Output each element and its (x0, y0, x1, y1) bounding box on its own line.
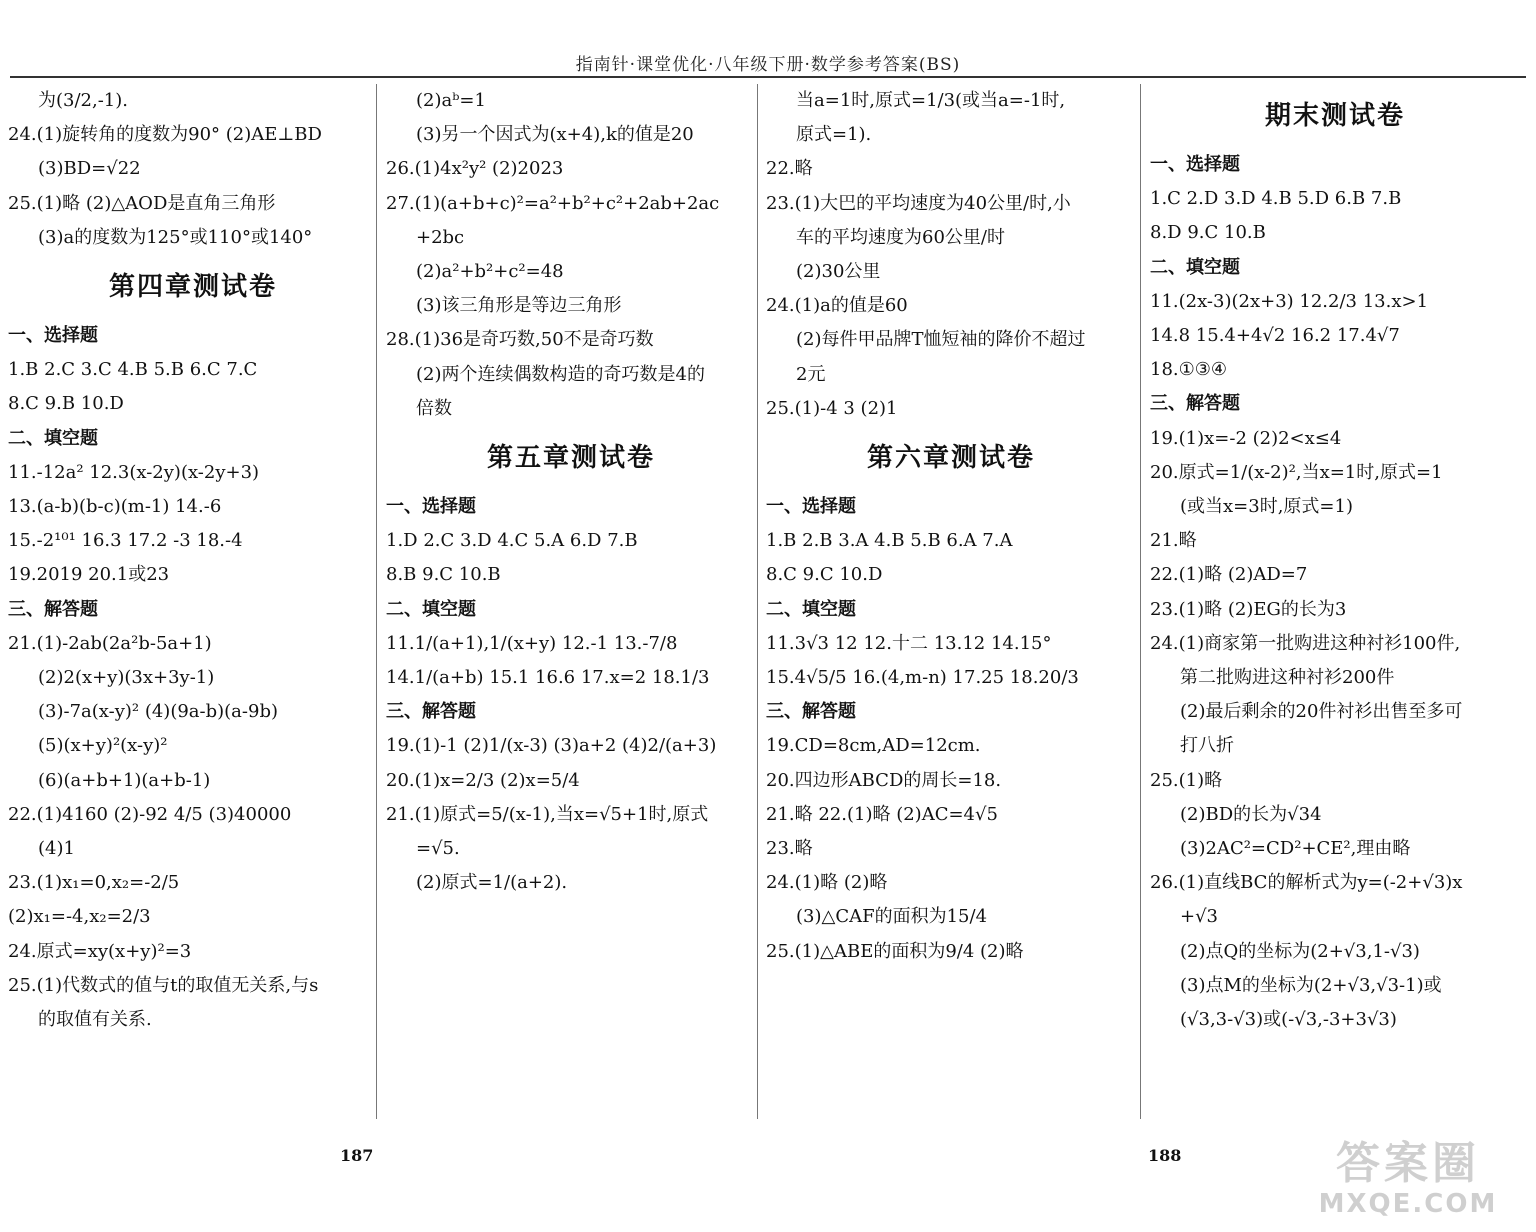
answer-line: 15.4√5/5 16.(4,m-n) 17.25 18.20/3 (766, 667, 1079, 689)
answer-line: 19.2019 20.1或23 (8, 564, 170, 586)
answer-line: (3)BD=√22 (38, 158, 141, 180)
answer-line: (6)(a+b+1)(a+b-1) (38, 769, 211, 791)
answer-line: 22.略 (766, 158, 813, 180)
answer-line: (2)点Q的坐标为(2+√3,1-√3) (1180, 940, 1420, 962)
answer-line: (3)点M的坐标为(2+√3,√3-1)或 (1180, 974, 1442, 996)
answer-column-3 (766, 84, 1136, 969)
answer-line: 11.-12a² 12.3(x-2y)(x-2y+3) (8, 461, 260, 483)
answer-line: 25.(1)略 (2)△AOD是直角三角形 (8, 192, 276, 214)
answer-line: 20.四边形ABCD的周长=18. (766, 769, 1002, 791)
answer-line: 23.(1)大巴的平均速度为40公里/时,小 (766, 192, 1071, 214)
answer-line: 1.C 2.D 3.D 4.B 5.D 6.B 7.B (1150, 188, 1402, 210)
page-number-left: 187 (340, 1146, 374, 1165)
answer-line: 24.(1)商家第一批购进这种衬衫100件, (1150, 632, 1461, 654)
answer-line: 23.(1)略 (2)EG的长为3 (1150, 598, 1347, 620)
answer-line: (2)原式=1/(a+2). (416, 872, 568, 894)
section-heading: 一、选择题 (8, 325, 98, 347)
answer-line: (2)a²+b²+c²=48 (416, 261, 564, 283)
answer-line: 19.(1)-1 (2)1/(x-3) (3)a+2 (4)2/(a+3) (386, 735, 717, 757)
answer-line: 8.D 9.C 10.B (1150, 222, 1266, 244)
section-heading: 二、填空题 (766, 598, 856, 620)
answer-line: 1.B 2.B 3.A 4.B 5.B 6.A 7.A (766, 530, 1013, 552)
section-heading: 三、解答题 (386, 701, 476, 723)
answer-line: 25.(1)略 (1150, 769, 1223, 791)
answer-line: 23.略 (766, 838, 813, 860)
section-heading: 三、解答题 (8, 598, 98, 620)
column-divider (757, 84, 758, 1119)
answer-line: 当a=1时,原式=1/3(或当a=-1时, (796, 90, 1066, 111)
answer-line: 14.1/(a+b) 15.1 16.6 17.x=2 18.1/3 (386, 667, 710, 689)
answer-line: 26.(1)4x²y² (2)2023 (386, 158, 564, 180)
answer-line: 倍数 (416, 397, 452, 419)
answer-line: (2)最后剩余的20件衬衫出售至多可 (1180, 701, 1463, 723)
answer-line: 22.(1)略 (2)AD=7 (1150, 564, 1308, 586)
answer-line: 21.(1)原式=5/(x-1),当x=√5+1时,原式 (386, 803, 709, 825)
answer-line: 11.1/(a+1),1/(x+y) 12.-1 13.-7/8 (386, 632, 678, 654)
answer-line: 2元 (796, 363, 826, 385)
answer-line: 24.原式=xy(x+y)²=3 (8, 940, 192, 962)
answer-line: (2)BD的长为√34 (1180, 803, 1322, 825)
answer-line: (3)该三角形是等边三角形 (416, 295, 622, 317)
answer-line: 24.(1)旋转角的度数为90° (2)AE⊥BD (8, 124, 322, 146)
column-divider (1140, 84, 1141, 1119)
section-heading: 二、填空题 (8, 427, 98, 449)
answer-line: (2)每件甲品牌T恤短袖的降价不超过 (796, 329, 1086, 351)
answer-line: (3)另一个因式为(x+4),k的值是20 (416, 124, 694, 146)
answer-line: 14.8 15.4+4√2 16.2 17.4√7 (1150, 325, 1400, 347)
answer-line: (2)x₁=-4,x₂=2/3 (8, 906, 151, 928)
watermark-url: MXQE.COM (1318, 1189, 1498, 1219)
answer-line: 21.(1)-2ab(2a²b-5a+1) (8, 632, 212, 654)
answer-line: (2)aᵇ=1 (416, 90, 486, 111)
answer-line: 27.(1)(a+b+c)²=a²+b²+c²+2ab+2ac (386, 192, 720, 214)
answer-line: =√5. (416, 838, 460, 860)
answer-line: 20.原式=1/(x-2)²,当x=1时,原式=1 (1150, 461, 1443, 483)
answer-line: 23.(1)x₁=0,x₂=-2/5 (8, 872, 180, 894)
answer-column-1 (8, 84, 378, 1037)
answer-line: (√3,3-√3)或(-√3,-3+3√3) (1180, 1009, 1397, 1031)
answer-line: +2bc (416, 226, 465, 248)
answer-line: (4)1 (38, 838, 75, 860)
answer-line: 28.(1)36是奇巧数,50不是奇巧数 (386, 329, 654, 351)
answer-line: 26.(1)直线BC的解析式为y=(-2+√3)x (1150, 872, 1463, 894)
section-heading: 一、选择题 (1150, 154, 1240, 175)
answer-line: 1.D 2.C 3.D 4.C 5.A 6.D 7.B (386, 530, 638, 552)
answer-line: 为(3/2,-1). (38, 90, 128, 111)
answer-line: (5)(x+y)²(x-y)² (38, 735, 168, 757)
answer-column-4 (1150, 84, 1520, 1037)
section-heading: 二、填空题 (386, 598, 476, 620)
answer-line: 15.-2¹⁰¹ 16.3 17.2 -3 18.-4 (8, 530, 243, 552)
answer-line: 原式=1). (796, 124, 872, 146)
answer-line: 车的平均速度为60公里/时 (796, 226, 1005, 248)
answer-line: 25.(1)代数式的值与t的取值无关系,与s (8, 974, 319, 996)
header-rule (10, 76, 1526, 78)
section-heading: 二、填空题 (1150, 256, 1240, 278)
answer-line: 11.(2x-3)(2x+3) 12.2/3 13.x>1 (1150, 290, 1429, 312)
answer-line: 11.3√3 12 12.十二 13.12 14.15° (766, 632, 1052, 654)
answer-line: 24.(1)略 (2)略 (766, 872, 888, 894)
section-heading: 三、解答题 (1150, 393, 1240, 415)
section-heading: 三、解答题 (766, 701, 856, 723)
page-number-right: 188 (1148, 1146, 1182, 1165)
answer-line: 21.略 22.(1)略 (2)AC=4√5 (766, 803, 998, 825)
answer-line: (3)a的度数为125°或110°或140° (38, 226, 313, 248)
answer-line: (2)30公里 (796, 261, 881, 283)
answer-line: (2)2(x+y)(3x+3y-1) (38, 667, 215, 689)
answer-line: 的取值有关系. (38, 1009, 152, 1031)
answer-line: (或当x=3时,原式=1) (1180, 496, 1353, 518)
answer-line: (3)-7a(x-y)² (4)(9a-b)(a-9b) (38, 701, 278, 723)
answer-line: 打八折 (1180, 735, 1234, 757)
answer-line: 25.(1)△ABE的面积为9/4 (2)略 (766, 940, 1024, 962)
answer-line: 8.C 9.B 10.D (8, 393, 124, 415)
answer-line: 22.(1)4160 (2)-92 4/5 (3)40000 (8, 803, 292, 825)
answer-line: 24.(1)a的值是60 (766, 295, 908, 317)
answer-line: 13.(a-b)(b-c)(m-1) 14.-6 (8, 496, 222, 518)
answer-line: 8.C 9.C 10.D (766, 564, 883, 586)
chapter-title: 第四章测试卷 (108, 272, 277, 303)
chapter-title: 期末测试卷 (1264, 101, 1405, 131)
answer-line: (3)△CAF的面积为15/4 (796, 906, 988, 928)
answer-line: 25.(1)-4 3 (2)1 (766, 397, 898, 419)
answer-column-2 (386, 84, 756, 900)
answer-line: +√3 (1180, 906, 1219, 928)
watermark-logo-text: 答案圈 (1336, 1138, 1480, 1189)
answer-line: 第二批购进这种衬衫200件 (1180, 667, 1395, 689)
answer-line: 8.B 9.C 10.B (386, 564, 501, 586)
answer-line: (3)2AC²=CD²+CE²,理由略 (1180, 838, 1411, 860)
site-watermark (1290, 1140, 1526, 1226)
answer-line: 19.(1)x=-2 (2)2<x≤4 (1150, 427, 1342, 449)
answer-line: (2)两个连续偶数构造的奇巧数是4的 (416, 363, 705, 385)
answer-line: 18.①③④ (1150, 359, 1228, 381)
running-header: 指南针·课堂优化·八年级下册·数学参考答案(BS) (575, 55, 961, 75)
answer-line: 19.CD=8cm,AD=12cm. (766, 735, 981, 757)
chapter-title: 第六章测试卷 (866, 443, 1035, 474)
answer-line: 1.B 2.C 3.C 4.B 5.B 6.C 7.C (8, 359, 258, 381)
chapter-title: 第五章测试卷 (486, 443, 655, 474)
answer-line: 20.(1)x=2/3 (2)x=5/4 (386, 769, 580, 791)
section-heading: 一、选择题 (386, 496, 476, 518)
section-heading: 一、选择题 (766, 496, 856, 518)
answer-line: 21.略 (1150, 530, 1197, 552)
